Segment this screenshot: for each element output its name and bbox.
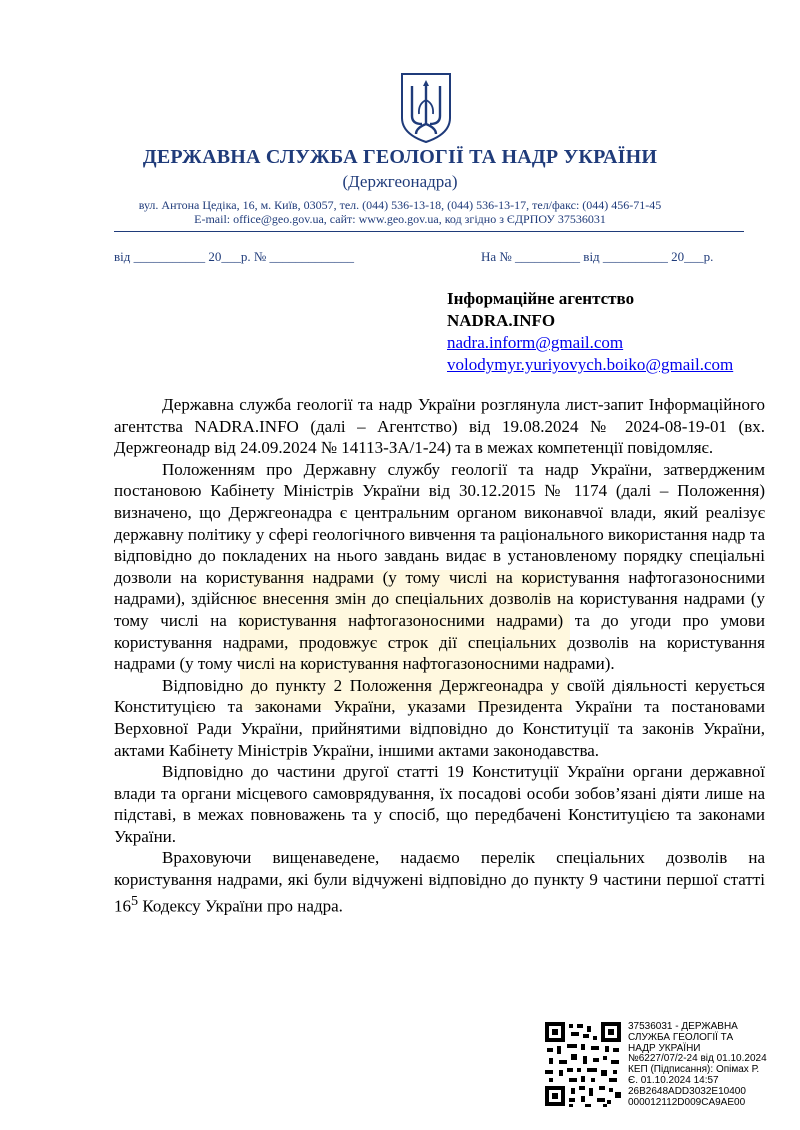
header-divider [114, 231, 744, 232]
signature-line: 000012112D009CA9AE00 [628, 1096, 746, 1108]
signature-line: Є. 01.10.2024 14:57 [628, 1074, 719, 1086]
digital-signature-text [628, 1022, 767, 1108]
address-line: вул. Антона Цедіка, 16, м. Київ, 03057, тел. (044) 536-13-18, (044) 536-13-17, тел/факс: (044) 456-71-45 [138, 198, 662, 212]
addressee-name: NADRA.INFO [447, 311, 556, 330]
signature-line: СЛУЖБА ГЕОЛОГІЇ ТА [628, 1031, 734, 1043]
addressee-email-1[interactable]: nadra.inform@gmail.com [447, 333, 624, 352]
signature-line: НАДР УКРАЇНИ [628, 1042, 701, 1054]
signature-line: №6227/07/2-24 від 01.10.2024 [628, 1053, 767, 1065]
signature-line: 37536031 - ДЕРЖАВНА [628, 1021, 738, 1032]
contacts-block [0, 198, 800, 226]
paragraph-2: Положенням про Державну службу геології та надр України, затвердженим постановою Кабінету Міністрів України від 30.12.2015 № 1174 (далі – Положення) визначено, що Держгеонадра є центральним органом виконавчої влади, який реалізує державну політику у сфері геологічного вивчення та раціонального використання надр та відповідно до покладених на нього завдань видає в установленому порядку спеціальні дозволи на користування надрами (у тому числі на користування нафтогазоносними надрами), здійснює внесення змін до спеціальних дозволів на користування надрами (у тому числі на користування нафтогазоносними надрами) та до угоди про умови користування надрами, продовжує строк дії спеціальних дозволів на користування надрами (у тому числі на користування нафтогазоносними надрами). [114, 459, 765, 674]
paragraph-5-end: Кодексу України про надра. [138, 896, 343, 916]
paragraph-1: Державна служба геології та надр України розглянула лист-запит Інформаційного агентства NADRA.INFO (далі – Агентство) від 19.08.2024 № 2024-08-19-01 (вх. Держгеонадр від 24.09.2024 № 14113-ЗА/1-24) та в межах компетенції повідомляє. [114, 395, 765, 458]
paragraph-4: Відповідно до частини другої статті 19 Конституції України органи державної влади та органи місцевого самоврядування, їх посадові особи зобов’язані діяти лише на підставі, в межах повноважень та у спосіб, що передбачені Конституцією та законами України. [114, 762, 765, 846]
org-name: ДЕРЖАВНА СЛУЖБА ГЕОЛОГІЇ ТА НАДР УКРАЇНИ [142, 146, 658, 168]
outgoing-registration: від ___________ 20___р. № _____________ [114, 249, 355, 264]
paragraph-5-superscript: 5 [131, 892, 139, 909]
email-line: E-mail: office@geo.gov.ua, сайт: www.geo.gov.ua, код згідно з ЄДРПОУ 37536031 [194, 212, 606, 226]
letter-body [114, 394, 765, 917]
paragraph-5 [114, 847, 765, 916]
trident-coat-of-arms-icon [400, 72, 452, 144]
addressee-email-2[interactable]: volodymyr.yuriyovych.boiko@gmail.com [447, 355, 734, 374]
paragraph-3: Відповідно до пункту 2 Положення Держгеонадра у своїй діяльності керується Конституцією та законами України, указами Президента України та постановами Верховної Ради України, прийнятими відповідно до Конституції та законів України, актами Кабінету Міністрів України, іншими актами законодавства. [114, 675, 765, 760]
signature-line: КЕП (Підписання): Опімах Р. [628, 1064, 760, 1076]
incoming-registration: На № __________ від __________ 20___р. [481, 249, 714, 264]
addressee-org: Інформаційне агентство [447, 289, 635, 308]
org-short-name: (Держгеонадра) [342, 172, 458, 191]
addressee-block [447, 288, 733, 376]
qr-code-icon [543, 1020, 623, 1108]
signature-line: 26B2648ADD3032E10400 [628, 1085, 746, 1097]
paragraph-5-main: Враховуючи вищенаведене, надаємо перелік спеціальних дозволів на користування надрами, які були відчужені відповідно до пункту 9 частини першої статті 16 [114, 848, 765, 916]
